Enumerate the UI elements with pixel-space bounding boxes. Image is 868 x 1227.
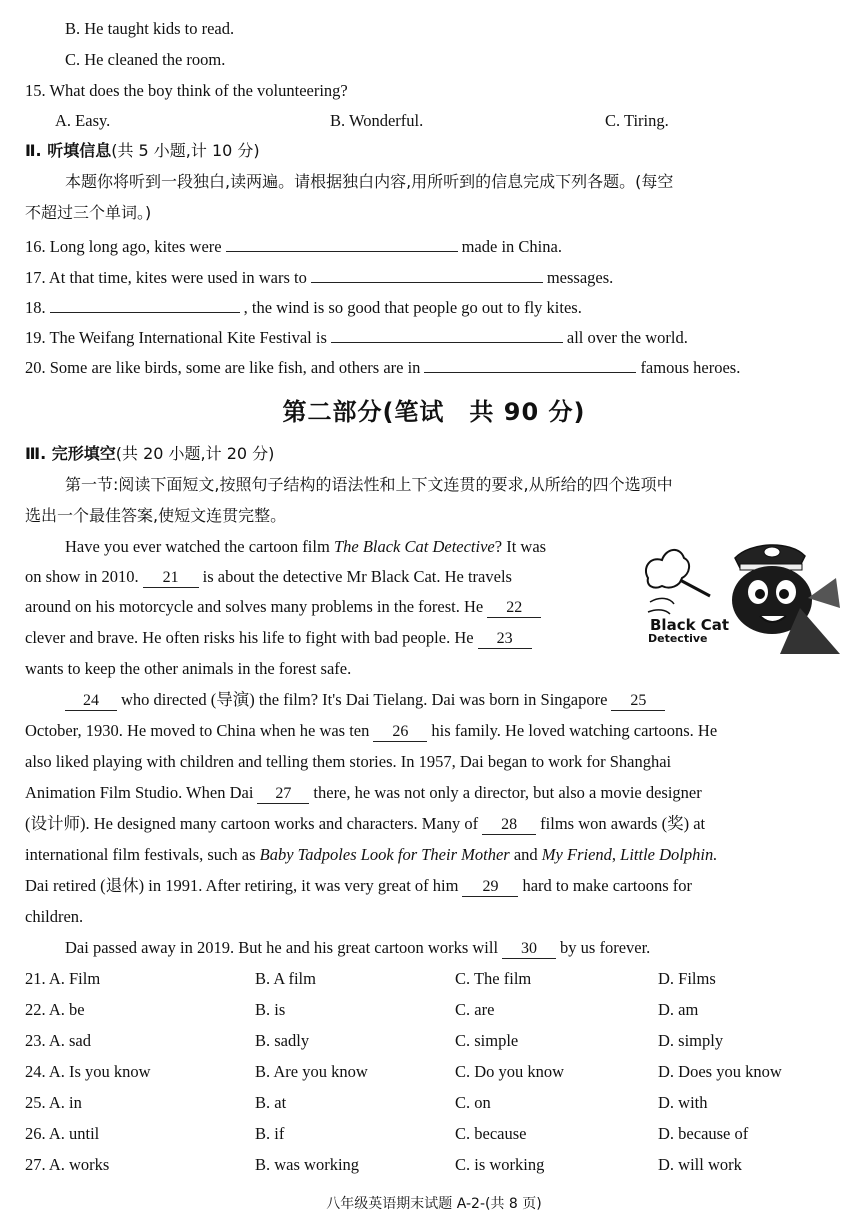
q16 [25, 232, 562, 258]
blank-21[interactable]: 21 [143, 568, 199, 588]
q18 [25, 293, 582, 319]
section3-instruction-1: 第一节:阅读下面短文,按照句子结构的语法性和上下文连贯的要求,从所给的四个选项中 [65, 475, 673, 494]
passage-text: , [611, 845, 621, 864]
passage-line [25, 720, 717, 742]
passage-text: (设计师). He designed many cartoon works and characters. Many of [25, 814, 479, 833]
passage-text: Dai passed away in 2019. But he and his great cartoon works will [65, 938, 499, 957]
blank-23[interactable]: 23 [478, 629, 532, 649]
option-b[interactable]: B. A film [255, 969, 316, 988]
illustration-caption [650, 618, 729, 646]
blank-30[interactable]: 30 [502, 939, 556, 959]
passage-text: films won awards (奖) at [540, 814, 706, 833]
option-d[interactable]: D. will work [658, 1155, 742, 1174]
options-row [25, 1092, 845, 1114]
options-row [25, 1123, 845, 1145]
black-cat-detective-illustration [640, 538, 845, 656]
option-c[interactable]: C. The film [455, 969, 532, 988]
section3-score: (共 20 小题,计 20 分) [115, 444, 275, 463]
option-a[interactable]: 21. A. Film [25, 969, 101, 988]
blank-24[interactable]: 24 [65, 691, 117, 711]
option-d[interactable]: D. simply [658, 1031, 724, 1050]
passage-line [25, 813, 705, 835]
q18-text-b: , the wind is so good that people go out to fly kites. [243, 298, 582, 317]
q17-blank[interactable] [311, 263, 543, 283]
passage-line [65, 937, 650, 959]
illustration-caption-line2: Detective [648, 632, 708, 645]
passage-text: clever and brave. He often risks his life to fight with bad people. He [25, 628, 474, 647]
passage-line: wants to keep the other animals in the forest safe. [25, 659, 352, 678]
option-c[interactable]: C. is working [455, 1155, 545, 1174]
passage-line [25, 844, 717, 866]
passage-text: his family. He loved watching cartoons. He [431, 721, 718, 740]
passage-line [65, 536, 546, 558]
option-c[interactable]: C. Do you know [455, 1062, 565, 1081]
section2-instruction-1: 本题你将听到一段独白,读两遍。请根据独白内容,用所听到的信息完成下列各题。(每空 [65, 172, 674, 191]
section3-instruction-2: 选出一个最佳答案,使短文连贯完整。 [25, 506, 287, 525]
q19 [25, 323, 688, 349]
section2-heading [25, 140, 260, 162]
film-title: Baby Tadpoles Look for Their Mother [259, 845, 510, 864]
passage-text: international film festivals, such as [25, 845, 260, 864]
section3-heading [25, 443, 274, 465]
option-a[interactable]: 25. A. in [25, 1093, 82, 1112]
option-d[interactable]: D. am [658, 1000, 699, 1019]
q18-text-a: 18. [25, 298, 46, 317]
section2-instruction-2: 不超过三个单词。) [25, 203, 152, 222]
passage-text: on show in 2010. [25, 567, 139, 586]
blank-25[interactable]: 25 [611, 691, 665, 711]
q20 [25, 353, 740, 379]
passage-text: hard to make cartoons for [522, 876, 692, 895]
option-c[interactable]: C. because [455, 1124, 527, 1143]
q16-text-b: made in China. [461, 237, 562, 256]
passage-text: Have you ever watched the cartoon film [65, 537, 334, 556]
option-d[interactable]: D. Films [658, 969, 716, 988]
q19-text-b: all over the world. [566, 328, 688, 347]
passage-line: children. [25, 907, 84, 926]
passage-text: around on his motorcycle and solves many problems in the forest. He [25, 597, 484, 616]
option-c[interactable]: C. simple [455, 1031, 519, 1050]
blank-26[interactable]: 26 [373, 722, 427, 742]
q18-blank[interactable] [50, 293, 240, 313]
section2-label: Ⅱ. 听填信息 [25, 141, 112, 160]
option-c[interactable]: C. are [455, 1000, 495, 1019]
passage-line [25, 782, 702, 804]
q16-text-a: 16. Long long ago, kites were [25, 237, 222, 256]
q19-text-a: 19. The Weifang International Kite Festival is [25, 328, 327, 347]
options-row [25, 1030, 845, 1052]
section3-label: Ⅲ. 完形填空 [25, 444, 116, 463]
film-title: The Black Cat Detective [333, 537, 495, 556]
q17 [25, 263, 613, 289]
blank-27[interactable]: 27 [257, 784, 309, 804]
option-a[interactable]: 23. A. sad [25, 1031, 91, 1050]
options-row [25, 1061, 845, 1083]
passage-line [25, 566, 512, 588]
q15-option-b: B. Wonderful. [330, 111, 424, 130]
q15-option-c: C. Tiring. [605, 111, 669, 130]
options-row [25, 968, 845, 990]
q17-text-b: messages. [546, 268, 614, 287]
part-two-title: 第二部分(笔试 共 90 分) [282, 398, 586, 426]
option-c[interactable]: C. on [455, 1093, 491, 1112]
option-a[interactable]: 26. A. until [25, 1124, 100, 1143]
film-title: My Friend [541, 845, 612, 864]
illustration-caption-line1: Black Cat [650, 616, 730, 634]
passage-line [25, 596, 545, 618]
option-a[interactable]: 22. A. be [25, 1000, 85, 1019]
options-row [25, 1154, 845, 1176]
passage-text: ? It was [494, 537, 547, 556]
blank-28[interactable]: 28 [482, 815, 536, 835]
option-a[interactable]: 27. A. works [25, 1155, 110, 1174]
passage-text: by us forever. [560, 938, 651, 957]
option-b[interactable]: B. Are you know [255, 1062, 368, 1081]
q19-blank[interactable] [331, 323, 563, 343]
q17-text-a: 17. At that time, kites were used in wars to [25, 268, 307, 287]
passage-line [25, 875, 692, 897]
option-b[interactable]: B. is [255, 1000, 286, 1019]
passage-line [25, 627, 536, 649]
passage-line: also liked playing with children and telling them stories. In 1957, Dai began to work for Shanghai [25, 752, 672, 771]
passage-text: who directed (导演) the film? It's Dai Tielang. Dai was born in Singapore [121, 690, 608, 709]
option-b[interactable]: B. was working [255, 1155, 360, 1174]
q14-option-c: C. He cleaned the room. [65, 50, 226, 69]
option-d[interactable]: D. with [658, 1093, 708, 1112]
passage-text: and [509, 845, 542, 864]
passage-text: Dai retired (退休) in 1991. After retiring, it was very great of him [25, 876, 459, 895]
blank-22[interactable]: 22 [487, 598, 541, 618]
options-row [25, 999, 845, 1021]
passage-line [65, 689, 845, 711]
option-d[interactable]: D. because of [658, 1124, 749, 1143]
q15-option-a: A. Easy. [55, 111, 111, 130]
passage-text: there, he was not only a director, but also a movie designer [313, 783, 702, 802]
section2-score: (共 5 小题,计 10 分) [111, 141, 260, 160]
option-b[interactable]: B. sadly [255, 1031, 310, 1050]
passage-text: October, 1930. He moved to China when he was ten [25, 721, 370, 740]
q20-text-a: 20. Some are like birds, some are like fish, and others are in [25, 358, 421, 377]
q15-options [25, 110, 845, 132]
film-title: Little Dolphin. [620, 845, 718, 864]
passage-text: is about the detective Mr Black Cat. He travels [202, 567, 512, 586]
blank-29[interactable]: 29 [462, 877, 518, 897]
passage-text: Animation Film Studio. When Dai [25, 783, 254, 802]
option-a[interactable]: 24. A. Is you know [25, 1062, 151, 1081]
q20-text-b: famous heroes. [640, 358, 741, 377]
q14-option-b: B. He taught kids to read. [65, 19, 235, 38]
option-b[interactable]: B. at [255, 1093, 287, 1112]
option-b[interactable]: B. if [255, 1124, 285, 1143]
page-footer: 八年级英语期末试题 A-2-(共 8 页) [326, 1196, 542, 1212]
q20-blank[interactable] [424, 353, 636, 373]
option-d[interactable]: D. Does you know [658, 1062, 782, 1081]
q15-stem: 15. What does the boy think of the volunteering? [25, 81, 348, 100]
q16-blank[interactable] [226, 232, 458, 252]
